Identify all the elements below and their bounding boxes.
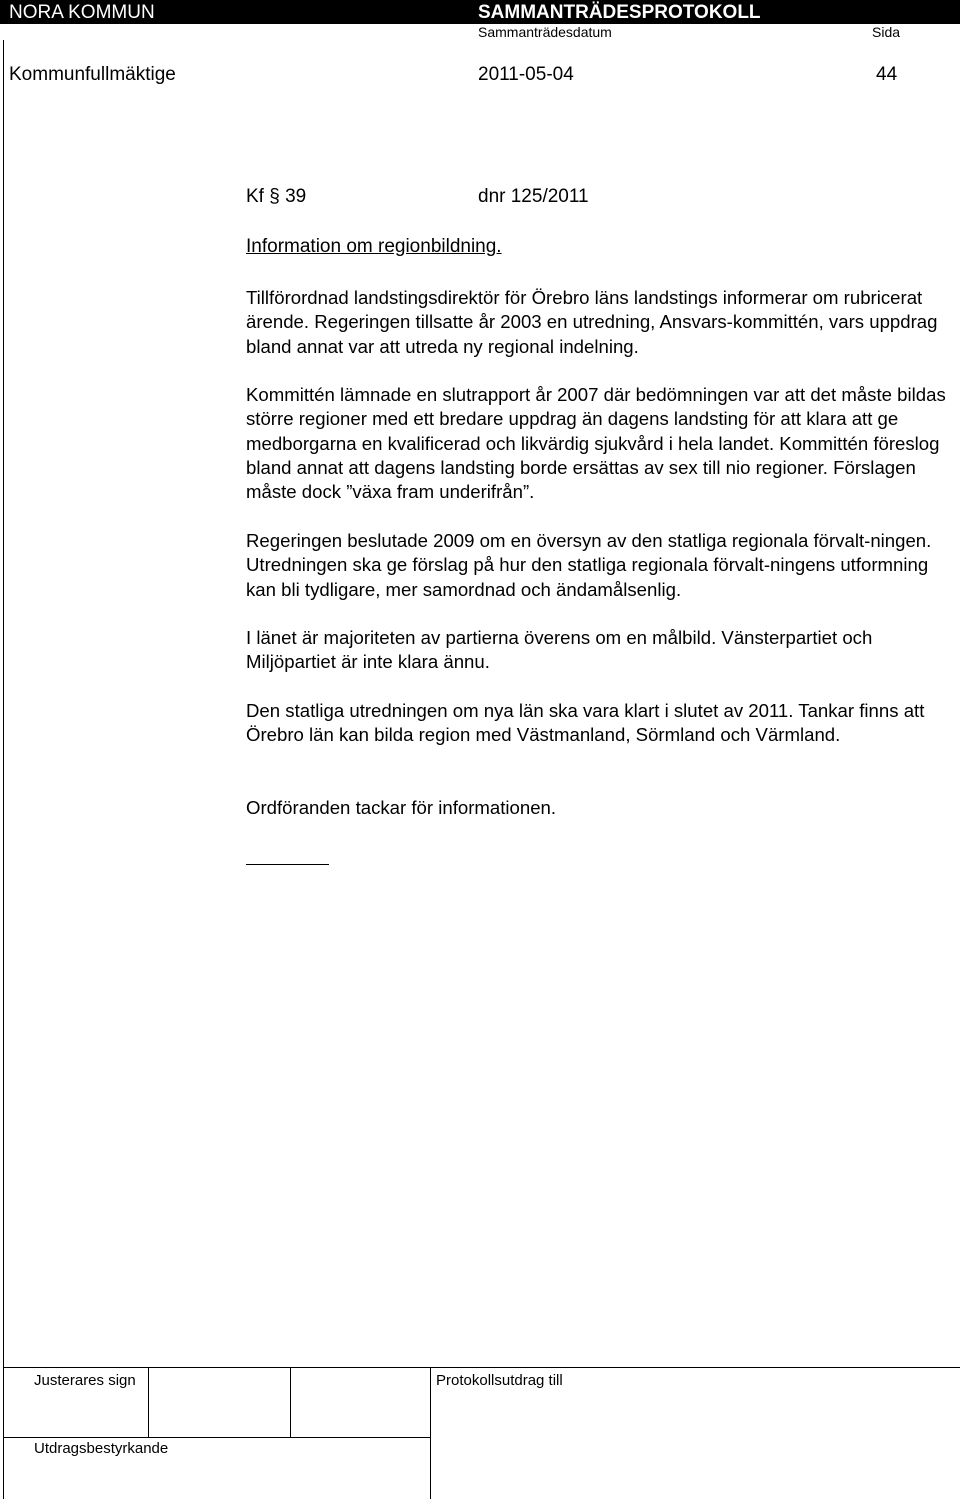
paragraph-reference: Kf § 39 xyxy=(246,186,307,207)
justerares-sign-label: Justerares sign xyxy=(34,1372,136,1389)
footer-top-rule xyxy=(3,1367,960,1368)
document-type-title: SAMMANTRÄDESPROTOKOLL xyxy=(478,2,761,23)
page-number: 44 xyxy=(876,64,898,85)
registration-number: dnr 125/2011 xyxy=(478,186,589,207)
footer-mid-rule xyxy=(3,1437,430,1438)
end-of-item-rule xyxy=(246,864,329,865)
assembly-name: Kommunfullmäktige xyxy=(9,64,176,85)
body-paragraph-6: Ordföranden tackar för informationen. xyxy=(246,797,557,818)
footer-sign-divider-1 xyxy=(148,1367,149,1437)
meeting-date: 2011-05-04 xyxy=(478,64,574,85)
meeting-date-label: Sammanträdesdatum xyxy=(478,24,612,40)
protokollsutdrag-label: Protokollsutdrag till xyxy=(436,1372,563,1389)
footer-column-divider xyxy=(430,1367,431,1499)
body-paragraph-2: Kommittén lämnade en slutrapport år 2007 där bedömningen var att det måste bildas större regioner med ett bredare uppdrag än dagens landsting för att klara att ge medborgarna en kvalificerad och likvärdig sjukvård i hela landet. Kommittén föreslog bland annat att dagens landsting borde ersättas av sex till nio regioner. Förslagen måste dock ”växa fram underifrån”. xyxy=(246,384,946,503)
utdragsbestyrkande-label: Utdragsbestyrkande xyxy=(34,1440,169,1457)
body-paragraph-5: Den statliga utredningen om nya län ska vara klart i slutet av 2011. Tankar finns att Örebro län kan bilda region med Västmanland, Sörmland och Värmland. xyxy=(246,700,925,746)
page-label: Sida xyxy=(872,24,901,40)
item-heading: Information om regionbildning. xyxy=(246,236,502,257)
body-paragraph-1: Tillförordnad landstingsdirektör för Örebro läns landstings informerar om rubricerat ärende. Regeringen tillsatte år 2003 en utredning, Ansvars-kommittén, vars uppdrag bland annat var att utreda ny regional indelning. xyxy=(246,287,938,357)
footer-sign-divider-2 xyxy=(290,1367,291,1437)
organization-name: NORA KOMMUN xyxy=(9,2,155,23)
left-margin-rule xyxy=(3,40,4,1499)
body-paragraph-4: I länet är majoriteten av partierna överens om en målbild. Vänsterpartiet och Miljöpartiet är inte klara ännu. xyxy=(246,627,873,673)
body-paragraph-3: Regeringen beslutade 2009 om en översyn av den statliga regionala förvalt-ningen. Utredningen ska ge förslag på hur den statliga regionala förvalt-ningens utformning kan bli tydligare, mer samordnad och ändamålsenlig. xyxy=(246,530,932,600)
